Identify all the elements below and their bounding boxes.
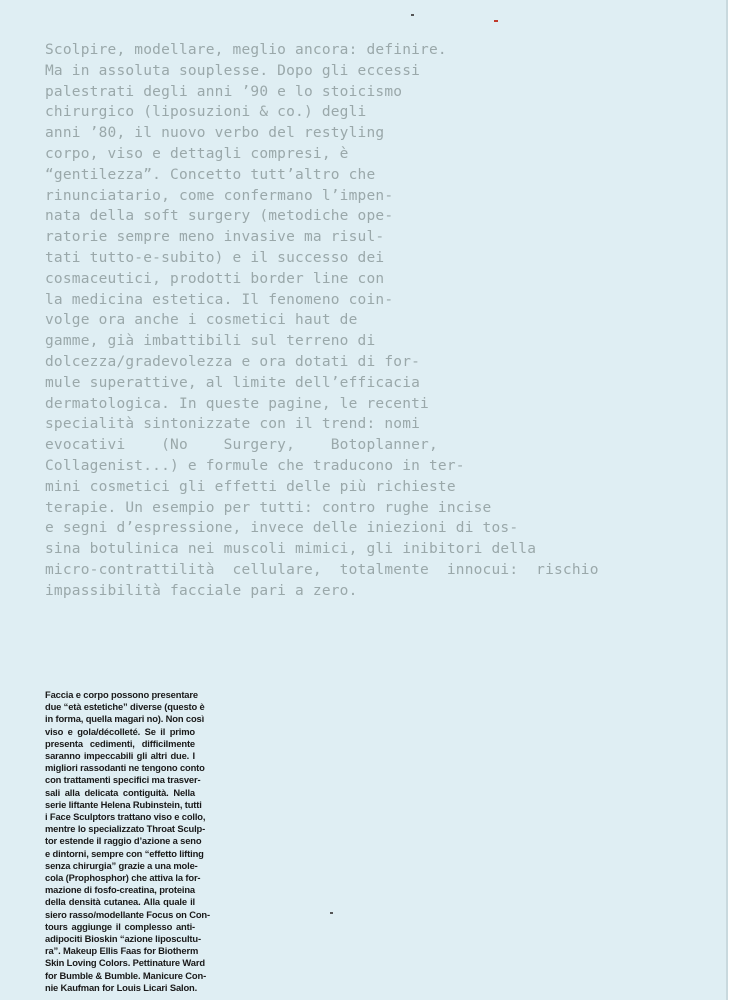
intro-line: Collagenist...) e formule che traducono in ter- <box>45 457 465 474</box>
intro-line: impassibilità facciale pari a zero. <box>45 582 358 599</box>
caption-line: Faccia e corpo possono presentare <box>45 689 198 700</box>
caption-line: viso e gola/décolleté. Se il primo <box>45 725 195 737</box>
intro-line: dolcezza/gradevolezza e ora dotati di for- <box>45 353 421 370</box>
caption-line: siero rasso/modellante Focus on Con- <box>45 908 210 920</box>
caption-line: i Face Sculptors trattano viso e collo, <box>45 811 206 823</box>
print-mark-red <box>494 20 498 22</box>
intro-line: palestrati degli anni ’90 e lo stoicismo <box>45 83 403 100</box>
intro-line: dermatologica. In queste pagine, le recenti <box>45 395 429 412</box>
intro-line: mini cosmetici gli effetti delle più richieste <box>45 478 456 495</box>
print-mark-dot-lower <box>330 912 333 914</box>
intro-line: mule superattive, al limite dell’efficacia <box>45 374 421 391</box>
caption-line: saranno impeccabili gli altri due. I <box>45 750 195 762</box>
intro-line: terapie. Un esempio per tutti: contro rughe incise <box>45 499 492 516</box>
intro-line: volge ora anche i cosmetici haut de <box>45 312 358 329</box>
intro-line: Scolpire, modellare, meglio ancora: definire. <box>45 42 447 58</box>
caption-line: for Bumble & Bumble. Manicure Con- <box>45 969 207 981</box>
caption-line: tours aggiunge il complesso anti- <box>45 920 195 932</box>
intro-line: Ma in assoluta souplesse. Dopo gli eccessi <box>45 62 421 79</box>
caption-line: presenta cedimenti, difficilmente <box>45 737 195 749</box>
intro-line: sina botulinica nei muscoli mimici, gli inibitori della <box>45 541 537 558</box>
caption-line: senza chirurgia” grazie a una mole- <box>45 859 198 871</box>
caption-line: in forma, quella magari no). Non così <box>45 713 205 725</box>
intro-line: anni ’80, il nuovo verbo del restyling <box>45 125 385 142</box>
intro-line: rinunciatario, come confermano l’impen- <box>45 187 394 204</box>
intro-line: chirurgico (liposuzioni & co.) degli <box>45 104 367 121</box>
print-mark-dot <box>411 14 414 16</box>
caption-line: e dintorni, sempre con “effetto lifting <box>45 847 204 859</box>
intro-line: evocativi (No Surgery, Botoplanner, <box>45 437 438 454</box>
caption-line: adipociti Bioskin “azione liposcultu- <box>45 933 201 945</box>
caption-line: tor estende il raggio d’azione a seno <box>45 835 202 847</box>
caption-line: della densità cutanea. Alla quale il <box>45 896 195 908</box>
caption-line: sali alla delicata contiguità. Nella <box>45 786 195 798</box>
intro-line: e segni d’espressione, invece delle iniezioni di tos- <box>45 520 519 537</box>
intro-paragraph <box>45 40 605 602</box>
caption-line: mazione di fosfo-creatina, proteina <box>45 884 195 896</box>
intro-line: cosmaceutici, prodotti border line con <box>45 270 385 287</box>
product-caption <box>45 689 210 994</box>
intro-line: specialità sintonizzate con il trend: nomi <box>45 416 421 433</box>
caption-line: con trattamenti specifici ma trasver- <box>45 774 201 786</box>
intro-line: gamme, già imbattibili sul terreno di <box>45 333 376 350</box>
caption-line: migliori rassodanti ne tengono conto <box>45 762 205 774</box>
intro-line: “gentilezza”. Concetto tutt’altro che <box>45 166 376 183</box>
caption-line: mentre lo specializzato Throat Sculp- <box>45 823 206 835</box>
caption-line: Skin Loving Colors. Pettinature Ward <box>45 957 205 969</box>
intro-line: micro-contrattilità cellulare, totalmente innocui: rischio <box>45 561 599 578</box>
caption-line: due “età estetiche” diverse (questo è <box>45 701 205 713</box>
caption-line: serie liftante Helena Rubinstein, tutti <box>45 798 202 810</box>
caption-line: ra”. Makeup Ellis Faas for Biotherm <box>45 945 199 957</box>
caption-line: cola (Prophosphor) che attiva la for- <box>45 872 201 884</box>
intro-line: ratorie sempre meno invasive ma risul- <box>45 229 385 246</box>
intro-line: corpo, viso e dettagli compresi, è <box>45 145 349 162</box>
intro-line: nata della soft surgery (metodiche ope- <box>45 208 394 225</box>
intro-line: tati tutto-e-subito) e il successo dei <box>45 249 385 266</box>
intro-line: la medicina estetica. Il fenomeno coin- <box>45 291 394 308</box>
caption-line: nie Kaufman for Louis Licari Salon. <box>45 981 198 993</box>
